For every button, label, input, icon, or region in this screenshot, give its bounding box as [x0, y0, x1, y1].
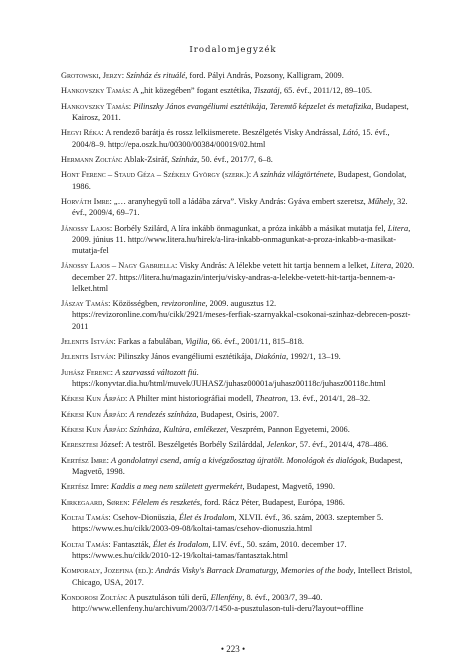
entry-author: Hankovszky Tamás: — [61, 101, 132, 111]
entry-title: Jelenkor — [266, 440, 296, 450]
entry-text: , 66. évf., 2001/11, 815–818. — [207, 336, 305, 346]
entry-title: Vigilia — [185, 336, 208, 346]
entry-text: Fantaszták, — [110, 539, 153, 549]
entry-author: Kékesi Kun Árpád: — [61, 394, 128, 404]
entry-text: A rendező barátja és rossz lelkiismerete. Beszélgetés Visky Andrással, — [103, 128, 343, 138]
entry-author: Jánossy Lajos – Nagy Gabriella: — [61, 261, 178, 271]
entry-author: Koltai Tamás: — [61, 539, 111, 549]
entry-author: Kertész — [61, 482, 89, 492]
bibliography-list — [61, 70, 417, 619]
bibliography-entry — [61, 70, 417, 81]
bibliography-entry — [61, 223, 417, 257]
entry-text: , Budapest, Osiris, 2007. — [196, 409, 280, 419]
entry-text: , Budapest, Magvető, 1990. — [242, 482, 335, 492]
entry-author: Jászay Tamás: — [61, 299, 111, 309]
entry-text: Pilinszky János evangéliumi esztétikája, — [115, 352, 255, 362]
entry-author: Kirkegaard, Søren: — [61, 497, 130, 507]
entry-author: Keresztesi — [61, 440, 99, 450]
bibliography-entry — [61, 351, 417, 362]
entry-title: Színháza, Kultúra, emlékezet — [129, 425, 227, 435]
entry-text: , 65. évf., 2011/12, 89–105. — [279, 86, 373, 96]
bibliography-entry — [61, 260, 417, 294]
entry-title: Litera — [370, 261, 392, 271]
entry-text: Borbély Szilárd, A líra inkább önmagunkat, a próza inkább a másikat mutatja fel, — [112, 223, 388, 233]
entry-title: Pilinszky János evangéliumi esztétikája, Teremtő képzelet és metafizika — [133, 101, 372, 111]
bibliography-entry — [61, 169, 417, 191]
entry-text: Közösségben, — [110, 299, 162, 309]
bibliography-entry — [61, 336, 417, 347]
entry-title: Színház és rituálé — [126, 71, 186, 80]
entry-title: Színház — [171, 154, 198, 164]
entry-title: Műhely — [367, 196, 393, 206]
entry-title: András Visky's Barrack Dramaturgy, Memories of the body — [155, 566, 354, 576]
page-number: • 223 • — [220, 644, 246, 654]
bibliography-entry — [61, 497, 417, 508]
entry-title: A gondolatnyi csend, amíg a kivégzőosztag újratölt. Monológok és dialógok — [111, 455, 366, 465]
entry-title: Élet és Irodalom — [178, 513, 235, 523]
entry-text: A Philter mint historiográfiai modell, — [127, 394, 256, 404]
entry-author: Grotowski, Jerzy: — [61, 71, 125, 80]
entry-text: „… aranyhegyű toll a ládába zárva”. Visky András: Gyáva embert szeretsz, — [111, 196, 368, 206]
entry-author: Jelenits István: — [61, 336, 116, 346]
entry-text: , 57. évf., 2014/4, 478–486. — [295, 440, 389, 450]
entry-author: Kékesi Kun Árpád: — [61, 409, 128, 419]
entry-title: A színház világtörténete — [253, 170, 334, 180]
entry-title: Kaddis a meg nem született gyermekért — [111, 482, 243, 492]
entry-author: Kékesi Kun Árpád: — [61, 425, 128, 435]
entry-title: Félelem és reszketés — [131, 497, 201, 507]
entry-text: , XLVII. évf., 36. szám, 2003. szeptember 5. https://www.es.hu/cikk/2003-09-08/koltai-tamas/csehov-dionuszia.html — [72, 513, 384, 534]
entry-text: , 2009. június 11. http://www.litera.hu/hirek/a-lira-inkabb-onmagunkat-a-proza-inkabb-a-masikat-mutatja-fel — [72, 223, 411, 255]
bibliography-entry — [61, 196, 417, 218]
entry-author: Jelenits István: — [61, 352, 116, 362]
bibliography-entry — [61, 393, 417, 404]
entry-text: , 32. évf., 2009/4, 69–71. — [72, 196, 408, 218]
entry-text: Farkas a fabulában, — [115, 336, 186, 346]
entry-author: Kondorosi Zoltán: — [61, 593, 128, 603]
entry-text: , Budapest, Magvető, 1998. — [72, 455, 403, 477]
entry-text: József: A testről. Beszélgetés Borbély Szilárddal, — [98, 440, 267, 450]
entry-title: A szarvassá változott fiú — [115, 367, 197, 377]
entry-text: , LIV. évf., 50. szám, 2010. december 17. https://www.es.hu/cikk/2010-12-19/koltai-tamas/fantasztak.html — [72, 539, 347, 561]
bibliography-entry — [61, 367, 417, 389]
entry-title: Élet és Irodalom — [152, 539, 209, 549]
bibliography-entry — [61, 592, 417, 614]
bibliography-entry — [61, 409, 417, 420]
entry-text: , Intellect Bristol, Chicago, USA, 2017. — [72, 566, 413, 587]
entry-text: Visky András: A lélekbe vetett hit tartja bennem a lelket, — [177, 261, 371, 271]
entry-text: , 15. évf., 2004/8–9. http://epa.oszk.hu/00300/00384/00019/02.html — [72, 128, 390, 149]
entry-text: . https://konyvtar.dia.hu/html/muvek/JUHASZ/juhasz00001a/juhasz00118c/juhasz00118c.html — [72, 367, 386, 388]
bibliography-entry — [61, 127, 417, 149]
entry-text: A „hit közegében” fogant esztétika, — [131, 86, 254, 96]
entry-author: Juhász Ferenc: — [61, 367, 114, 377]
bibliography-entry — [61, 424, 417, 435]
entry-text: Csehov-Dionüszia, — [110, 513, 179, 523]
bibliography-entry — [61, 154, 417, 165]
entry-text: , 1992/1, 13–19. — [286, 352, 341, 362]
running-head: Irodalomjegyzék — [189, 45, 277, 55]
entry-text: A pusztuláson túli derű, — [127, 593, 211, 603]
bibliography-entry — [61, 298, 417, 332]
entry-author: Hont Ferenc – Staud Géza – Székely György (szerk.): — [61, 170, 252, 180]
entry-author: Koltai Tamás: — [61, 513, 111, 523]
bibliography-entry — [61, 85, 417, 96]
entry-text: Ablak-Zsiráf, — [122, 154, 172, 164]
entry-text: , 2009. augusztus 12. https://revizoronline.com/hu/cikk/2921/meses-ferfiak-szarnyakkal-csokonai-szinhaz-debrecen-poszt-2011 — [72, 299, 411, 331]
bibliography-entry — [61, 439, 417, 450]
entry-text: , ford. Rácz Péter, Budapest, Európa, 1986. — [200, 497, 345, 507]
bibliography-entry — [61, 101, 417, 123]
entry-author: Komporaly, Jozefina (ed.): — [61, 566, 154, 576]
bibliography-entry — [61, 481, 417, 492]
bibliography-entry — [61, 455, 417, 477]
entry-author: Hermann Zoltán: — [61, 154, 123, 164]
entry-text: , 2020. december 27. https://litera.hu/magazin/interju/visky-andras-a-lelekbe-vetett-hit-tartja-bennem-a-lelket.html — [72, 261, 415, 293]
entry-title: Látó — [342, 128, 358, 138]
entry-text: , 13. évf., 2014/1, 28–32. — [285, 394, 371, 404]
bibliography-entry — [61, 539, 417, 561]
entry-title: Ellenfény — [210, 593, 243, 603]
entry-text: , ford. Pályi András, Pozsony, Kalligram, 2009. — [185, 71, 344, 80]
entry-title: A rendezés színháza — [129, 409, 197, 419]
entry-text: Imre: — [88, 482, 112, 492]
entry-title: revizoronline — [161, 299, 206, 309]
entry-title: Tiszatáj — [253, 86, 280, 96]
entry-text: , Budapest, Gondolat, 1986. — [72, 170, 407, 191]
entry-text: , Veszprém, Pannon Egyetemi, 2006. — [226, 425, 350, 435]
bibliography-entry — [61, 512, 417, 534]
entry-title: Litera — [387, 223, 409, 233]
entry-author: Kertész Imre: — [61, 455, 109, 465]
entry-author: Jánossy Lajos: — [61, 223, 113, 233]
entry-text: , 50. évf., 2017/7, 6–8. — [197, 154, 273, 164]
entry-author: Hegyi Réka: — [61, 128, 104, 138]
entry-author: Hankovszky Tamás: — [61, 86, 132, 96]
entry-text: , Budapest, Kairosz, 2011. — [72, 101, 409, 122]
entry-title: Theatron — [255, 394, 286, 404]
entry-text: , 8. évf., 2003/7, 39–40. http://www.ellenfeny.hu/archivum/2003/7/1450-a-pusztulason-tuli-deru?layout=offline — [72, 593, 364, 614]
entry-author: Horváth Imre: — [61, 196, 112, 206]
entry-title: Diakónia — [254, 352, 287, 362]
bibliography-entry — [61, 565, 417, 587]
